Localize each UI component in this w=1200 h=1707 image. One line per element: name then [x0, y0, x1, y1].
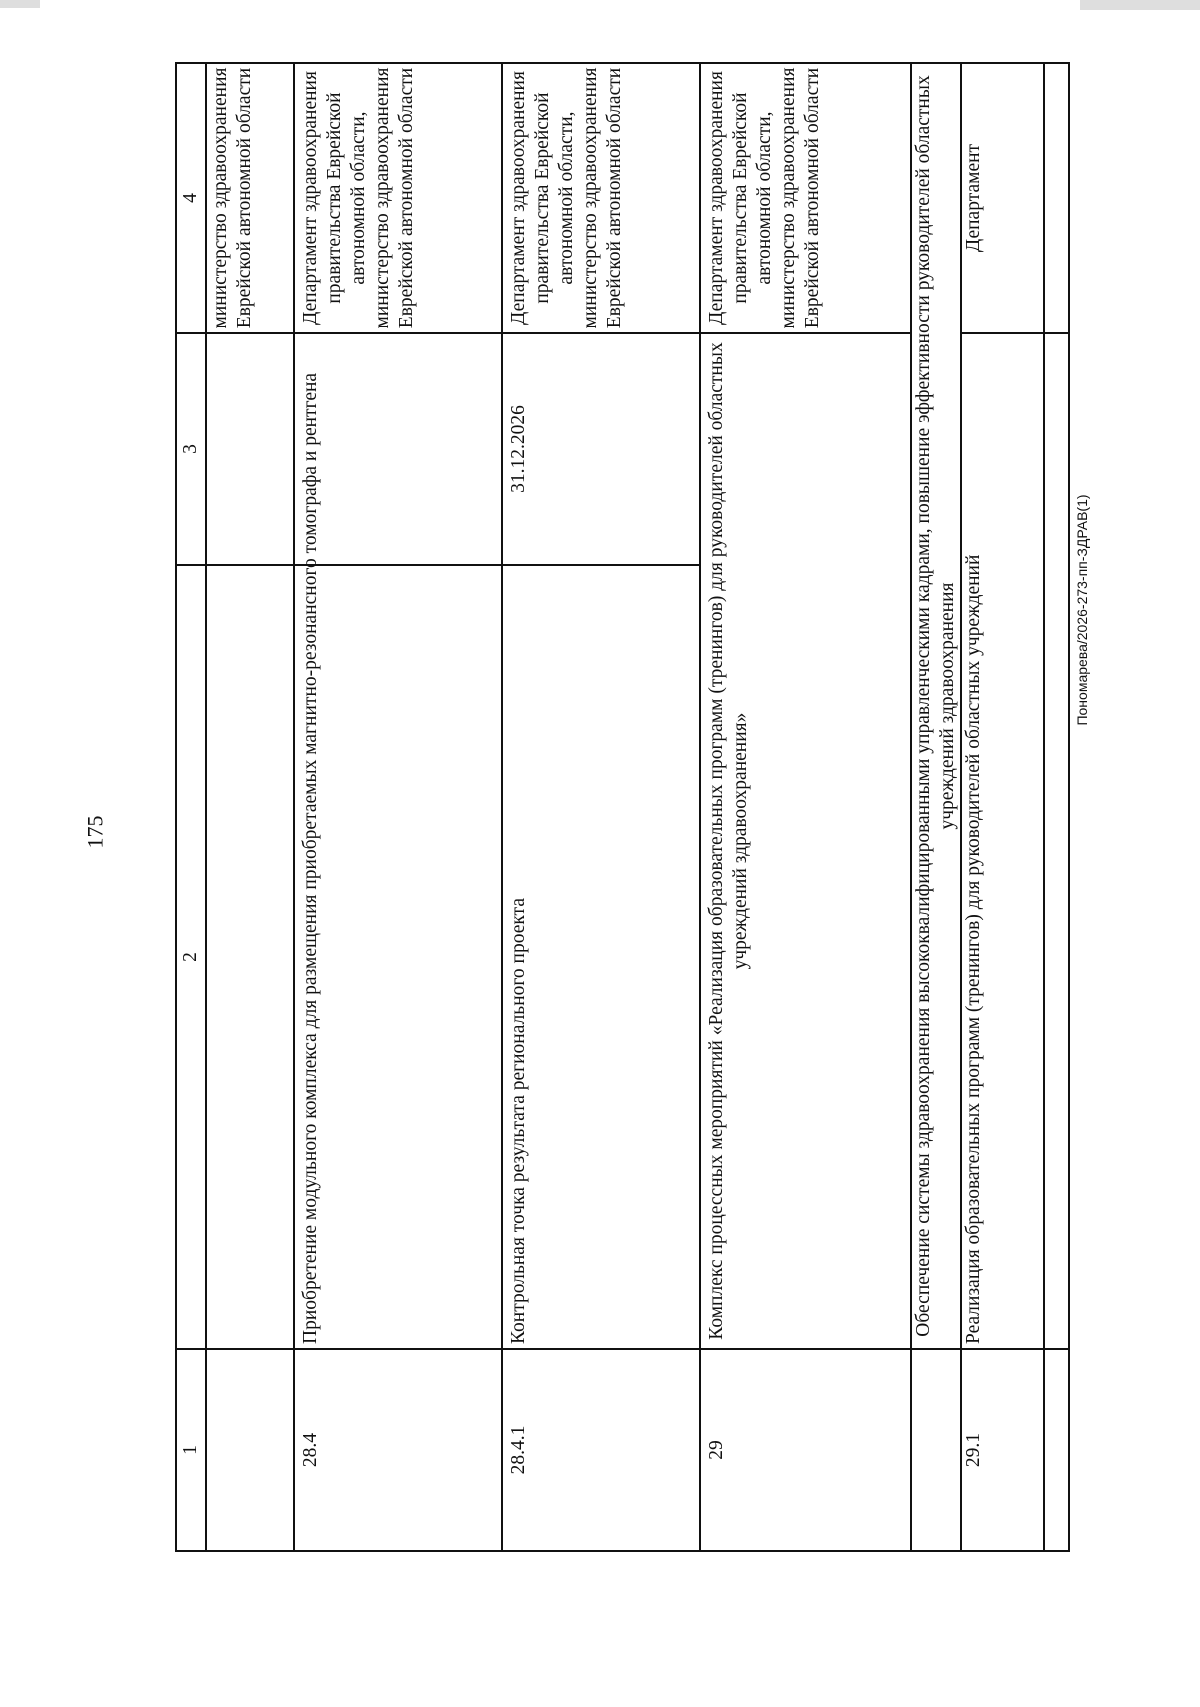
row-29-name: Комплекс процессных мероприятий «Реализация образовательных программ (тренингов) для руководителей областных учреждений здравоохранения»	[706, 342, 751, 1340]
scan-artifact-top-left	[0, 0, 40, 8]
row-29-num: 29	[706, 1440, 727, 1460]
row-29-1-num: 29.1	[963, 1432, 984, 1468]
row-29-1-name: Реализация образовательных программ (тренингов) для руководителей областных учреждений	[963, 554, 984, 1344]
row-28-4-1-date: 31.12.2026	[508, 405, 529, 493]
row-28-4-name: Приобретение модульного комплекса для размещения приобретаемых магнитно-резонансного томографа и рентгена	[300, 372, 321, 1344]
row-29-1-responsible: Департамент	[963, 143, 984, 253]
span-row-goal: Обеспечение системы здравоохранения высококвалифицированными управленческими кадрами, повышение эффективности руководителей областных учреждений здравоохранения	[913, 75, 958, 1337]
row-28-4-1-responsible: Департамент здравоохранения правительства Еврейской автономной области, министерство здравоохранения Еврейской автономной области	[508, 67, 625, 329]
scan-artifact-top-right	[1080, 0, 1200, 10]
footer-code: Пономарева/2026-273-пп-ЗДРАВ(1)	[1074, 494, 1090, 726]
row-29-responsible: Департамент здравоохранения правительства Еврейской автономной области, министерство здравоохранения Еврейской автономной области	[706, 67, 823, 329]
row-0-col-4: министерство здравоохранения Еврейской автономной области	[210, 67, 255, 329]
row-28-4-1-num: 28.4.1	[508, 1425, 529, 1475]
row-28-4-num: 28.4	[300, 1432, 321, 1468]
header-col-1: 1	[180, 1445, 201, 1455]
row-28-4-1-name: Контрольная точка результата регионального проекта	[508, 898, 529, 1344]
header-col-4: 4	[180, 193, 201, 203]
rotated-table	[175, 62, 1070, 1552]
row-28-4-responsible: Департамент здравоохранения правительства Еврейской автономной области, министерство здравоохранения Еврейской автономной области	[300, 67, 417, 329]
page-number: 175	[82, 815, 107, 849]
header-col-2: 2	[180, 952, 201, 962]
header-col-3: 3	[180, 444, 201, 454]
